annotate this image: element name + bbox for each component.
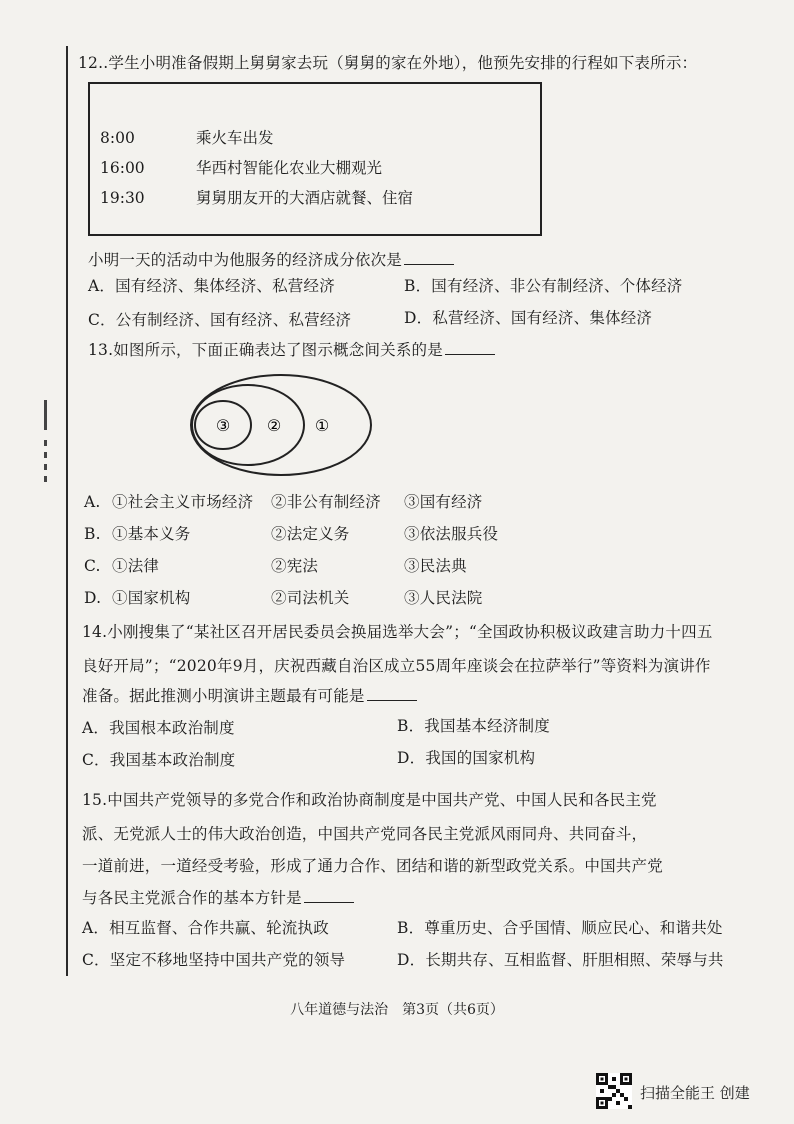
q12-stem: 12..学生小明准备假期上舅舅家去玩（舅舅的家在外地），他预先安排的行程如下表所示： [78,54,698,72]
q13-option-col2: ②司法机关 [271,589,350,607]
q12-option-d: D．私营经济、国有经济、集体经济 [404,309,653,327]
schedule-time: 19:30 [100,189,145,207]
q13-option-row: D. [84,589,102,607]
answer-blank [445,340,495,355]
q13-option-row: B. [84,525,101,543]
q12-option-a: A．国有经济、集体经济、私营经济 [88,277,335,295]
answer-blank [367,686,417,701]
binding-mark [44,400,47,430]
answer-blank [404,250,454,265]
q13-option-col2: ②非公有制经济 [271,493,381,511]
margin-line [66,46,68,976]
q13-option-col1: ①基本义务 [112,525,191,543]
schedule-table [88,82,542,236]
schedule-row [100,128,274,148]
q13-option-col1: ①法律 [112,557,160,575]
venn-label-2: ② [266,416,282,435]
q13-option-col2: ②宪法 [271,557,319,575]
binding-mark [44,452,47,458]
qr-code-icon [596,1073,632,1109]
q13-option-row: A. [84,493,101,511]
q13-option-row: C. [84,557,101,575]
schedule-time: 16:00 [100,159,145,177]
schedule-time: 8:00 [100,129,135,147]
q14-option-d: D．我国的国家机构 [397,749,536,767]
q13-option-col2: ②法定义务 [271,525,350,543]
q12-option-c: C．公有制经济、国有经济、私营经济 [88,311,352,329]
venn-label-3: ③ [215,416,231,435]
scanner-brand: 扫描全能王 创建 [640,1084,750,1102]
schedule-row [100,158,382,178]
q13-option-col3: ③人民法院 [404,589,483,607]
binding-mark [44,440,47,446]
q14-option-c: C．我国基本政治制度 [82,751,236,769]
venn-label-1: ① [314,416,330,435]
q14-line3: 准备。据此推测小明演讲主题最有可能是 [82,686,417,706]
schedule-activity: 乘火车出发 [196,129,274,147]
binding-mark [44,464,47,470]
q15-line2: 派、无党派人士的伟大政治创造，中国共产党同各民主党派风雨同舟、共同奋斗， [82,825,648,843]
q13-option-col3: ③依法服兵役 [404,525,499,543]
binding-mark [44,476,47,482]
schedule-activity: 舅舅朋友开的大酒店就餐、住宿 [196,189,414,207]
q14-line2: 良好开局”；“2020年9月，庆祝西藏自治区成立55周年座谈会在拉萨举行”等资料为演讲作 [82,657,711,675]
q13-stem: 13.如图所示，下面正确表达了图示概念间关系的是 [88,340,495,360]
q15-line3: 一道前进，一道经受考验，形成了通力合作、团结和谐的新型政党关系。中国共产党 [82,857,663,875]
q15-option-c: C．坚定不移地坚持中国共产党的领导 [82,951,346,969]
schedule-activity: 华西村智能化农业大棚观光 [196,159,383,177]
q12-question: 小明一天的活动中为他服务的经济成分依次是 [88,250,454,270]
q13-option-col3: ③民法典 [404,557,467,575]
q15-line4: 与各民主党派合作的基本方针是 [82,888,354,908]
q13-option-col1: ①社会主义市场经济 [112,493,254,511]
q13-option-col3: ③国有经济 [404,493,483,511]
answer-blank [304,888,354,903]
q14-line1: 14.小刚搜集了“某社区召开居民委员会换届选举大会”；“全国政协积极议政建言助力十四五 [82,623,713,641]
q15-option-a: A．相互监督、合作共赢、轮流执政 [82,919,329,937]
q15-line1: 15.中国共产党领导的多党合作和政治协商制度是中国共产党、中国人民和各民主党 [82,791,657,809]
q14-option-b: B．我国基本经济制度 [397,717,550,735]
venn-middle-ellipse [192,385,304,465]
q15-option-d: D．长期共存、互相监督、肝胆相照、荣辱与共 [397,951,724,969]
q13-option-col1: ①国家机构 [112,589,191,607]
q15-option-b: B．尊重历史、合乎国情、顺应民心、和谐共处 [397,919,723,937]
schedule-row [100,188,413,208]
q12-option-b: B．国有经济、非公有制经济、个体经济 [404,277,683,295]
venn-diagram [186,370,376,480]
page-footer: 八年道德与法治 第3页（共6页） [290,1002,504,1018]
q14-option-a: A．我国根本政治制度 [82,719,235,737]
